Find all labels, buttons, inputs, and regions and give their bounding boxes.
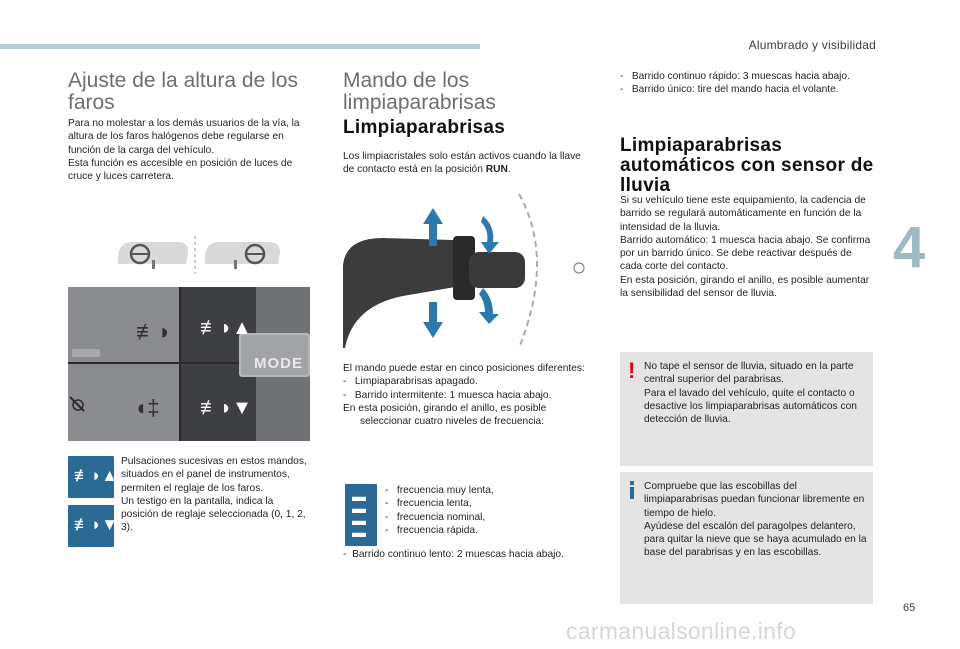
chapter-number: 4 bbox=[893, 215, 926, 280]
info-icon bbox=[630, 487, 634, 499]
auto-wipers-p3: En esta posición, girando el anillo, es posible aumentar la sensibilidad del sensor de lluvia. bbox=[620, 274, 870, 300]
ring-rotate-up-icon bbox=[481, 216, 499, 254]
info-p1: Compruebe que las escobillas del limpiaparabrisas puedan funcionar libremente en tiempo de hielo. bbox=[644, 481, 865, 519]
arrow-down-icon bbox=[423, 302, 443, 338]
headlamp-down-tile bbox=[68, 505, 119, 547]
ring-note-line2: seleccionar cuatro niveles de frecuencia: bbox=[360, 416, 545, 428]
fast-continuous-item: - Barrido continuo rápido: 3 muescas hacia abajo. bbox=[620, 71, 850, 82]
slow-continuous-item: - Barrido continuo lento: 2 muescas hacia abajo. bbox=[343, 549, 564, 560]
headlamp-adjust-title: Ajuste de la altura de los faros bbox=[68, 69, 298, 114]
stalk-body bbox=[343, 238, 461, 348]
position-item-off: - Limpiaparabrisas apagado. bbox=[343, 376, 478, 388]
headlamp-adjust-text bbox=[68, 117, 318, 183]
frequency-item: - frecuencia muy lenta, bbox=[385, 485, 494, 496]
fog-light-rear-icon: ≢◗ bbox=[136, 319, 172, 344]
headlamp-up-button-icon: ≢◗▲ bbox=[200, 317, 252, 339]
info-icon-dot bbox=[630, 481, 634, 485]
ring-rotate-down-icon bbox=[479, 288, 499, 324]
info-p2: Ayúdese del escalón del paragolpes delantero, para quitar la nieve que se haya acumulado en la base del parabrisas y en las escobillas. bbox=[644, 520, 867, 559]
page-number: 65 bbox=[903, 602, 916, 614]
frequency-item: - frecuencia rápida. bbox=[385, 524, 478, 536]
watermark: carmanualsonline.info bbox=[566, 618, 797, 644]
position-marker-icon bbox=[574, 263, 584, 273]
warning-box bbox=[620, 352, 873, 466]
headlamp-down-icon: ≢◗▼ bbox=[74, 515, 119, 534]
vehicle-load-illustration bbox=[110, 230, 290, 278]
frequency-item: - frecuencia nominal, bbox=[385, 511, 486, 523]
warning-p1: No tape el sensor de lluvia, situado en la parte central superior del parabrisas. bbox=[644, 361, 854, 386]
fast-single-list bbox=[620, 70, 872, 97]
headlamp-down-button-icon: ≢◗▼ bbox=[200, 397, 252, 419]
dashboard-panel-illustration bbox=[68, 287, 310, 441]
frequency-list bbox=[385, 484, 585, 537]
fog-light-front-icon: ◖‡ bbox=[134, 395, 160, 420]
positions-text bbox=[343, 362, 593, 428]
info-text bbox=[644, 480, 868, 560]
warning-text bbox=[644, 360, 868, 426]
stalk-tip bbox=[469, 252, 525, 288]
auto-wipers-p2: Barrido automático: 1 muesca hacia abajo. Se confirma por un barrido único. Se debe reactivar después de cada corte del contacto. bbox=[620, 234, 871, 273]
panel-caption-p1: Pulsaciones sucesivas en estos mandos, situados en el panel de instrumentos, permiten el reglaje de los faros. bbox=[121, 456, 307, 494]
frequency-tile bbox=[345, 484, 377, 546]
frequency-item: - frecuencia lenta, bbox=[385, 498, 472, 510]
wiper-control-title: Mando de los limpiaparabrisas bbox=[343, 69, 496, 114]
vehicle-right-shape bbox=[205, 242, 280, 264]
auto-wipers-p1: Si su vehículo tiene este equipamiento, la cadencia de barrido se regulará automáticamente en función de la intensidad de la lluvia. bbox=[620, 195, 866, 233]
auto-wipers-title: Limpiaparabrisas automáticos con sensor de lluvia bbox=[620, 135, 874, 196]
section-title: Alumbrado y visibilidad bbox=[748, 38, 876, 52]
mode-button-label: MODE bbox=[254, 355, 303, 372]
frequency-bars-icon: ▬ ▬ ▬ ▬ bbox=[352, 488, 366, 540]
ring-note-line1: En esta posición, girando el anillo, es posible bbox=[343, 402, 547, 414]
info-box bbox=[620, 472, 873, 604]
headlamp-adjust-p1: Para no molestar a los demás usuarios de la vía, la altura de los faros halógenos debe regularse en función de la carga del vehículo. bbox=[68, 118, 300, 156]
panel-caption bbox=[121, 455, 313, 535]
headlamp-adjust-p2: Esta función es accesible en posición de luces de cruce y luces carretera. bbox=[68, 157, 293, 183]
wipers-intro: Los limpiacristales solo están activos cuando la llave de contacto está en la posición RUN. bbox=[343, 151, 581, 176]
headlamp-up-tile bbox=[68, 456, 119, 498]
positions-intro: El mando puede estar en cinco posiciones diferentes: bbox=[343, 363, 585, 374]
header-bar bbox=[0, 44, 480, 49]
position-item-intermittent: - Barrido intermitente: 1 muesca hacia abajo. bbox=[343, 389, 552, 401]
auto-wipers-text bbox=[620, 194, 874, 300]
warning-p2: Para el lavado del vehículo, quite el contacto o desactive los limpiaparabrisas automáticos con detección de lluvia. bbox=[644, 387, 857, 426]
key-position-run: RUN bbox=[485, 164, 508, 176]
wipers-subtitle: Limpiaparabrisas bbox=[343, 117, 506, 138]
headlamp-up-icon: ≢◗▲ bbox=[74, 466, 119, 485]
warning-exclamation-icon: ! bbox=[628, 358, 636, 383]
panel-caption-p2: Un testigo en la pantalla, indica la posición de reglaje seleccionada (0, 1, 2, 3). bbox=[121, 495, 306, 534]
single-wipe-item: - Barrido único: tire del mando hacia el volante. bbox=[620, 84, 839, 96]
wiper-stalk-illustration bbox=[343, 188, 591, 354]
